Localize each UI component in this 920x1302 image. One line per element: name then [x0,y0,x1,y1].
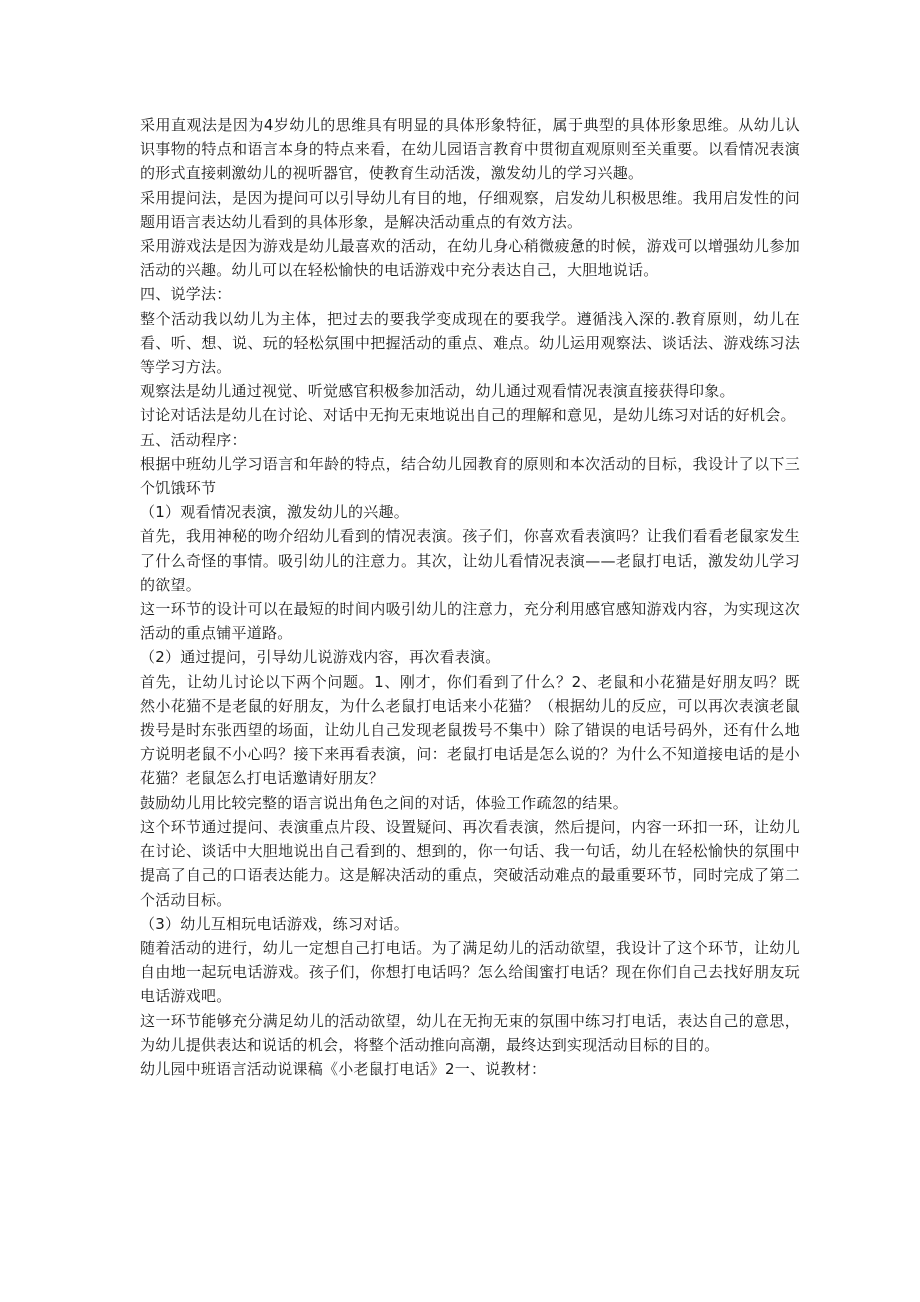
section-heading-activity-procedure: 五、活动程序： [140,430,247,449]
paragraph-step-2-detail: 首先，让幼儿讨论以下两个问题。1、刚才，你们看到了什么？2、老鼠和小花猫是好朋友吗？既然小花猫不是老鼠的好朋友，为什么老鼠打电话来小花猫？（根据幼儿的反应，可以再次表演老鼠拨号是时东张西望的场面，让幼儿自己发现老鼠拨号不集中）除了错误的电话号码外，还有什么地方说明老鼠不小心吗？接下来再看表演，问：老鼠打电话是怎么说的？为什么不知道接电话的是小花猫？老鼠怎么打电话邀请好朋友？ [140,672,800,788]
step-heading-1: （1）观看情况表演，激发幼儿的兴趣。 [140,503,410,522]
paragraph-intuitive-method: 采用直观法是因为4岁幼儿的思维具有明显的具体形象特征，属于典型的具体形象思维。从幼儿认识事物的特点和语言本身的特点来看，在幼儿园语言教育中贯彻直观原则至关重要。以看情况表演的形式直接刺激幼儿的视听器官，使教育生动活泼，激发幼儿的学习兴趣。 [140,116,800,183]
paragraph-next-document-title: 幼儿园中班语言活动说课稿《小老鼠打电话》2一、说教材： [140,1059,547,1078]
document-body [140,113,800,1081]
paragraph-questioning-method: 采用提问法，是因为提问可以引导幼儿有目的地，仔细观察，启发幼儿积极思维。我用启发性的问题用语言表达幼儿看到的具体形象，是解决活动重点的有效方法。 [140,188,800,231]
paragraph-discussion-method: 讨论对话法是幼儿在讨论、对话中无拘无束地说出自己的理解和意见，是幼儿练习对话的好机会。 [140,406,796,425]
paragraph-procedure-intro: 根据中班幼儿学习语言和年龄的特点，结合幼儿园教育的原则和本次活动的目标，我设计了以下三个饥饿环节 [140,454,800,498]
section-heading-learning-methods: 四、说学法： [140,285,232,304]
paragraph-step-1-purpose: 这一环节的设计可以在最短的时间内吸引幼儿的注意力，充分利用感官感知游戏内容，为实现这次活动的重点铺平道路。 [140,600,800,643]
paragraph-observation-method: 观察法是幼儿通过视觉、听觉感官积极参加活动，幼儿通过观看情况表演直接获得印象。 [140,382,735,401]
paragraph-step-3-detail: 随着活动的进行，幼儿一定想自己打电话。为了满足幼儿的活动欲望，我设计了这个环节，让幼儿自由地一起玩电话游戏。孩子们，你想打电话吗？怎么给闺蜜打电话？现在你们自己去找好朋友玩电话游戏吧。 [140,938,800,1006]
paragraph-step-2-purpose: 这个环节通过提问、表演重点片段、设置疑问、再次看表演，然后提问，内容一环扣一环，让幼儿在讨论、谈话中大胆地说出自己看到的、想到的，你一句话、我一句话，幼儿在轻松愉快的氛围中提高了自己的口语表达能力。这是解决活动的重点，突破活动难点的最重要环节，同时完成了第二个活动目标。 [140,817,800,909]
paragraph-step-1-detail: 首先，我用神秘的吻介绍幼儿看到的情况表演。孩子们，你喜欢看表演吗？让我们看看老鼠家发生了什么奇怪的事情。吸引幼儿的注意力。其次，让幼儿看情况表演——老鼠打电话，激发幼儿学习的欲望。 [140,527,800,594]
paragraph-game-method: 采用游戏法是因为游戏是幼儿最喜欢的活动，在幼儿身心稍微疲惫的时候，游戏可以增强幼儿参加活动的兴趣。幼儿可以在轻松愉快的电话游戏中充分表达自己，大胆地说话。 [140,237,800,280]
paragraph-step-2-encourage: 鼓励幼儿用比较完整的语言说出角色之间的对话，体验工作疏忽的结果。 [140,793,629,812]
step-heading-3: （3）幼儿互相玩电话游戏，练习对话。 [140,914,410,933]
step-heading-2: （2）通过提问，引导幼儿说游戏内容，再次看表演。 [140,648,501,667]
paragraph-step-3-purpose: 这一环节能够充分满足幼儿的活动欲望，幼儿在无拘无束的氛围中练习打电话，表达自己的意思，为幼儿提供表达和说话的机会，将整个活动推向高潮，最终达到实现活动目标的目的。 [140,1011,800,1054]
paragraph-learning-overview: 整个活动我以幼儿为主体，把过去的要我学变成现在的要我学。遵循浅入深的.教育原则，幼儿在看、听、想、说、玩的轻松氛围中把握活动的重点、难点。幼儿运用观察法、谈话法、游戏练习法等学习方法。 [140,309,800,377]
